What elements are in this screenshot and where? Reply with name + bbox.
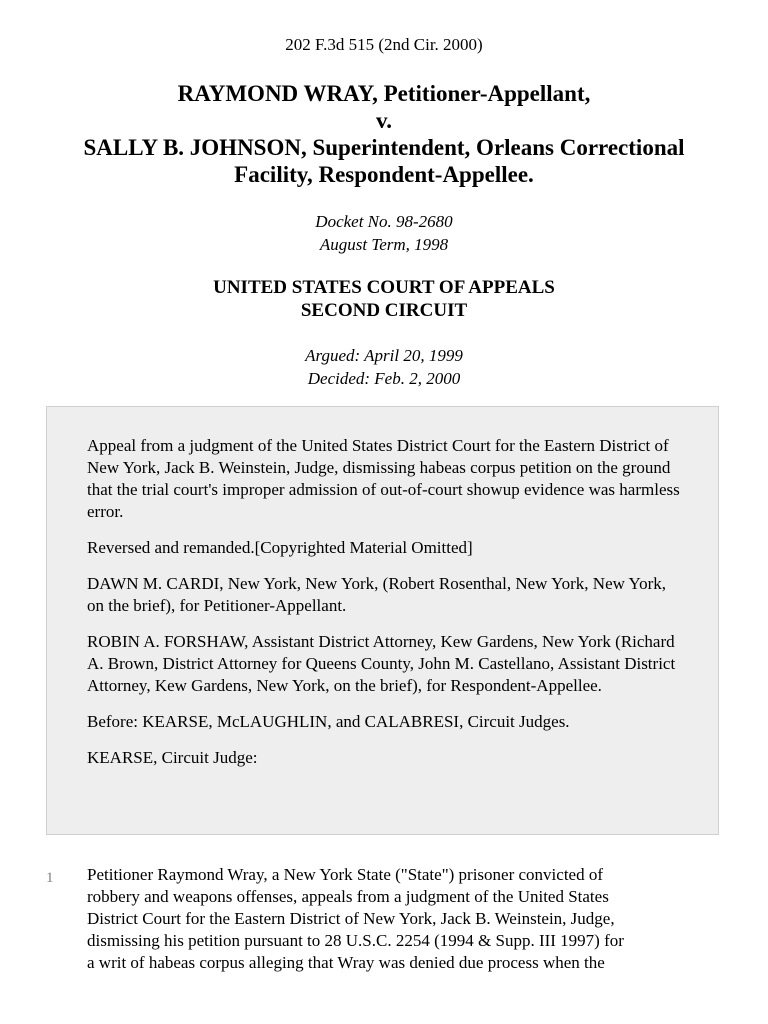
case-citation: 202 F.3d 515 (2nd Cir. 2000) [285, 35, 483, 54]
paragraph-line: District Court for the Eastern District of New York, Jack B. Weinstein, Judge, [87, 909, 615, 928]
versus-label: v. [376, 108, 392, 133]
paragraph-line: robbery and weapons offenses, appeals from a judgment of the United States [87, 887, 609, 906]
judges-panel: Before: KEARSE, McLAUGHLIN, and CALABRESI, Circuit Judges. [87, 712, 570, 731]
respondent-name-line-2: Facility, Respondent-Appellee. [234, 162, 534, 187]
paragraph-line: dismissing his petition pursuant to 28 U.S.C. 2254 (1994 & Supp. III 1997) for [87, 931, 624, 950]
case-summary-content [87, 435, 687, 783]
respondent-counsel: ROBIN A. FORSHAW, Assistant District Attorney, Kew Gardens, New York (Richard A. Brown, District Attorney for Queens County, John M. Castellano, Assistant District Attorney, Kew Gardens, New York, on the brief), for Respondent-Appellee. [87, 632, 676, 695]
docket-term: August Term, 1998 [319, 235, 449, 254]
court-name-line-1: UNITED STATES COURT OF APPEALS [213, 277, 555, 298]
paragraph-number: 1 [46, 870, 54, 886]
docket-number: Docket No. 98-2680 [315, 212, 453, 231]
docket-info [0, 210, 768, 256]
court-name [0, 276, 768, 322]
petitioner-name: RAYMOND WRAY, Petitioner-Appellant, [177, 81, 591, 106]
paragraph-line: Petitioner Raymond Wray, a New York State ("State") prisoner convicted of [87, 865, 604, 884]
petitioner-counsel: DAWN M. CARDI, New York, New York, (Robert Rosenthal, New York, New York, on the brief), for Petitioner-Appellant. [87, 574, 667, 615]
decided-date: Decided: Feb. 2, 2000 [307, 369, 461, 388]
opinion-author: KEARSE, Circuit Judge: [87, 748, 258, 767]
paragraph-text [87, 864, 717, 974]
respondent-name-line-1: SALLY B. JOHNSON, Superintendent, Orleans Correctional [83, 135, 685, 160]
disposition: Reversed and remanded.[Copyrighted Material Omitted] [87, 538, 473, 557]
case-caption [0, 80, 768, 188]
appeal-description: Appeal from a judgment of the United States District Court for the Eastern District of New York, Jack B. Weinstein, Judge, dismissing habeas corpus petition on the ground that the trial court's improper admission of out-of-court showup evidence was harmless error. [87, 436, 680, 521]
case-dates [0, 344, 768, 390]
case-summary-box [46, 406, 719, 835]
argued-date: Argued: April 20, 1999 [305, 346, 463, 365]
court-name-line-2: SECOND CIRCUIT [300, 300, 468, 321]
paragraph-line: a writ of habeas corpus alleging that Wray was denied due process when the [87, 953, 605, 972]
